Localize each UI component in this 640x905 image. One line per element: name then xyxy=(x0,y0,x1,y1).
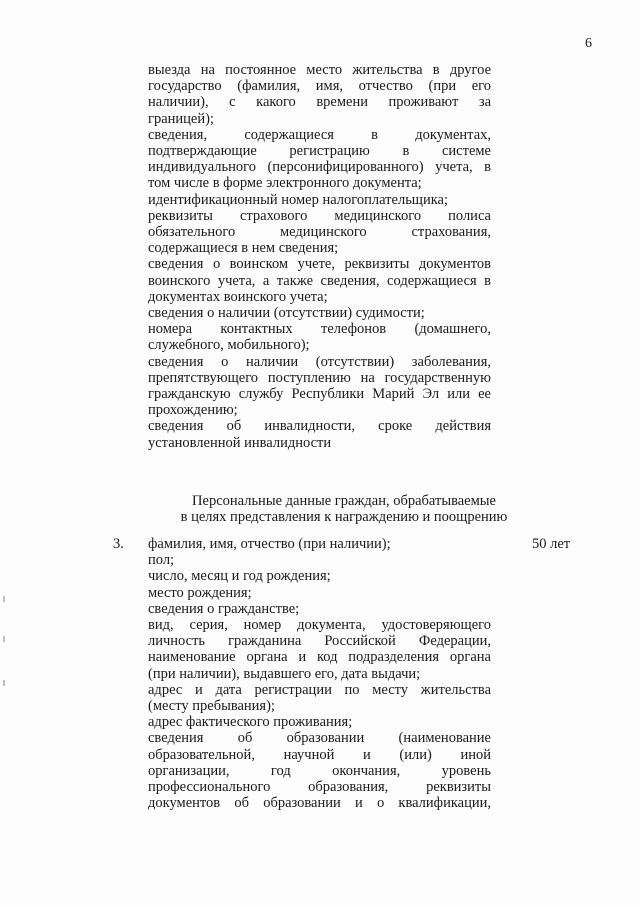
text-line: личность гражданина Российской Федерации, xyxy=(148,633,491,650)
text-line: (месту пребывания); xyxy=(148,698,275,714)
text-line: сведения, содержащиеся в документах, xyxy=(148,126,491,143)
text-line: государство (фамилия, имя, отчество (при его xyxy=(148,78,491,95)
text-line: препятствующего поступлению на государственную xyxy=(148,369,491,386)
text-line: организации, год окончания, уровень xyxy=(148,762,491,779)
text-line: установленной инвалидности xyxy=(148,434,332,451)
text-line: выезда на постоянное место жительства в другое xyxy=(148,62,491,78)
retention-period: 50 лет xyxy=(532,536,571,552)
page-number: 6 xyxy=(585,36,592,51)
text-line: (при наличии), выдавшего его, дата выдачи; xyxy=(148,665,421,682)
text-line: границей); xyxy=(148,110,214,127)
text-line: адрес фактического проживания; xyxy=(148,714,353,731)
text-line: место рождения; xyxy=(148,584,252,601)
text-line: сведения о гражданстве; xyxy=(148,600,300,617)
item-number: 3. xyxy=(113,536,124,552)
margin-mark xyxy=(3,680,5,686)
text-line: воинского учета, а также сведения, содержащиеся в xyxy=(148,272,491,289)
margin-mark xyxy=(3,596,5,602)
text-line: сведения о наличии (отсутствии) заболевания, xyxy=(148,353,491,370)
text-line: реквизиты страхового медицинского полиса xyxy=(148,207,491,224)
text-line: число, месяц и год рождения; xyxy=(148,568,331,585)
margin-mark xyxy=(3,636,5,642)
text-line: фамилия, имя, отчество (при наличии); xyxy=(148,536,391,552)
section-heading-line-1: Персональные данные граждан, обрабатываемые xyxy=(192,493,496,509)
text-line: сведения об образовании (наименование xyxy=(148,730,491,747)
text-line: том числе в форме электронного документа; xyxy=(148,175,422,192)
section-heading-line-2: в целях представления к награждению и поощрению xyxy=(180,509,508,525)
text-line: наименование органа и код подразделения органа xyxy=(148,649,491,666)
text-line: адрес и дата регистрации по месту жительства xyxy=(148,681,491,698)
text-line: содержащиеся в нем сведения; xyxy=(148,240,339,257)
text-line: документах воинского учета; xyxy=(148,288,328,305)
text-line: идентификационный номер налогоплательщика; xyxy=(148,191,449,208)
text-line: сведения о воинском учете, реквизиты документов xyxy=(148,256,491,273)
text-line: пол; xyxy=(148,552,175,569)
text-line: служебного, мобильного); xyxy=(148,337,310,354)
text-line: сведения о наличии (отсутствии) судимости; xyxy=(148,305,425,321)
text-line: гражданскую службу Республики Марий Эл или ее xyxy=(148,386,491,402)
text-line: номера контактных телефонов (домашнего, xyxy=(148,321,491,338)
text-line: подтверждающие регистрацию в системе xyxy=(148,143,491,159)
text-line: вид, серия, номер документа, удостоверяющего xyxy=(148,617,491,633)
text-line: образовательной, научной и (или) иной xyxy=(148,746,491,763)
text-line: сведения об инвалидности, сроке действия xyxy=(148,418,491,435)
text-line: индивидуального (персонифицированного) учета, в xyxy=(148,159,491,176)
text-line: профессионального образования, реквизиты xyxy=(148,779,491,795)
text-line: наличии), с какого времени проживают за xyxy=(148,94,491,111)
text-line: обязательного медицинского страхования, xyxy=(148,224,491,240)
text-line: документов об образовании и о квалификации, xyxy=(148,795,491,812)
text-line: прохождению; xyxy=(148,402,238,419)
